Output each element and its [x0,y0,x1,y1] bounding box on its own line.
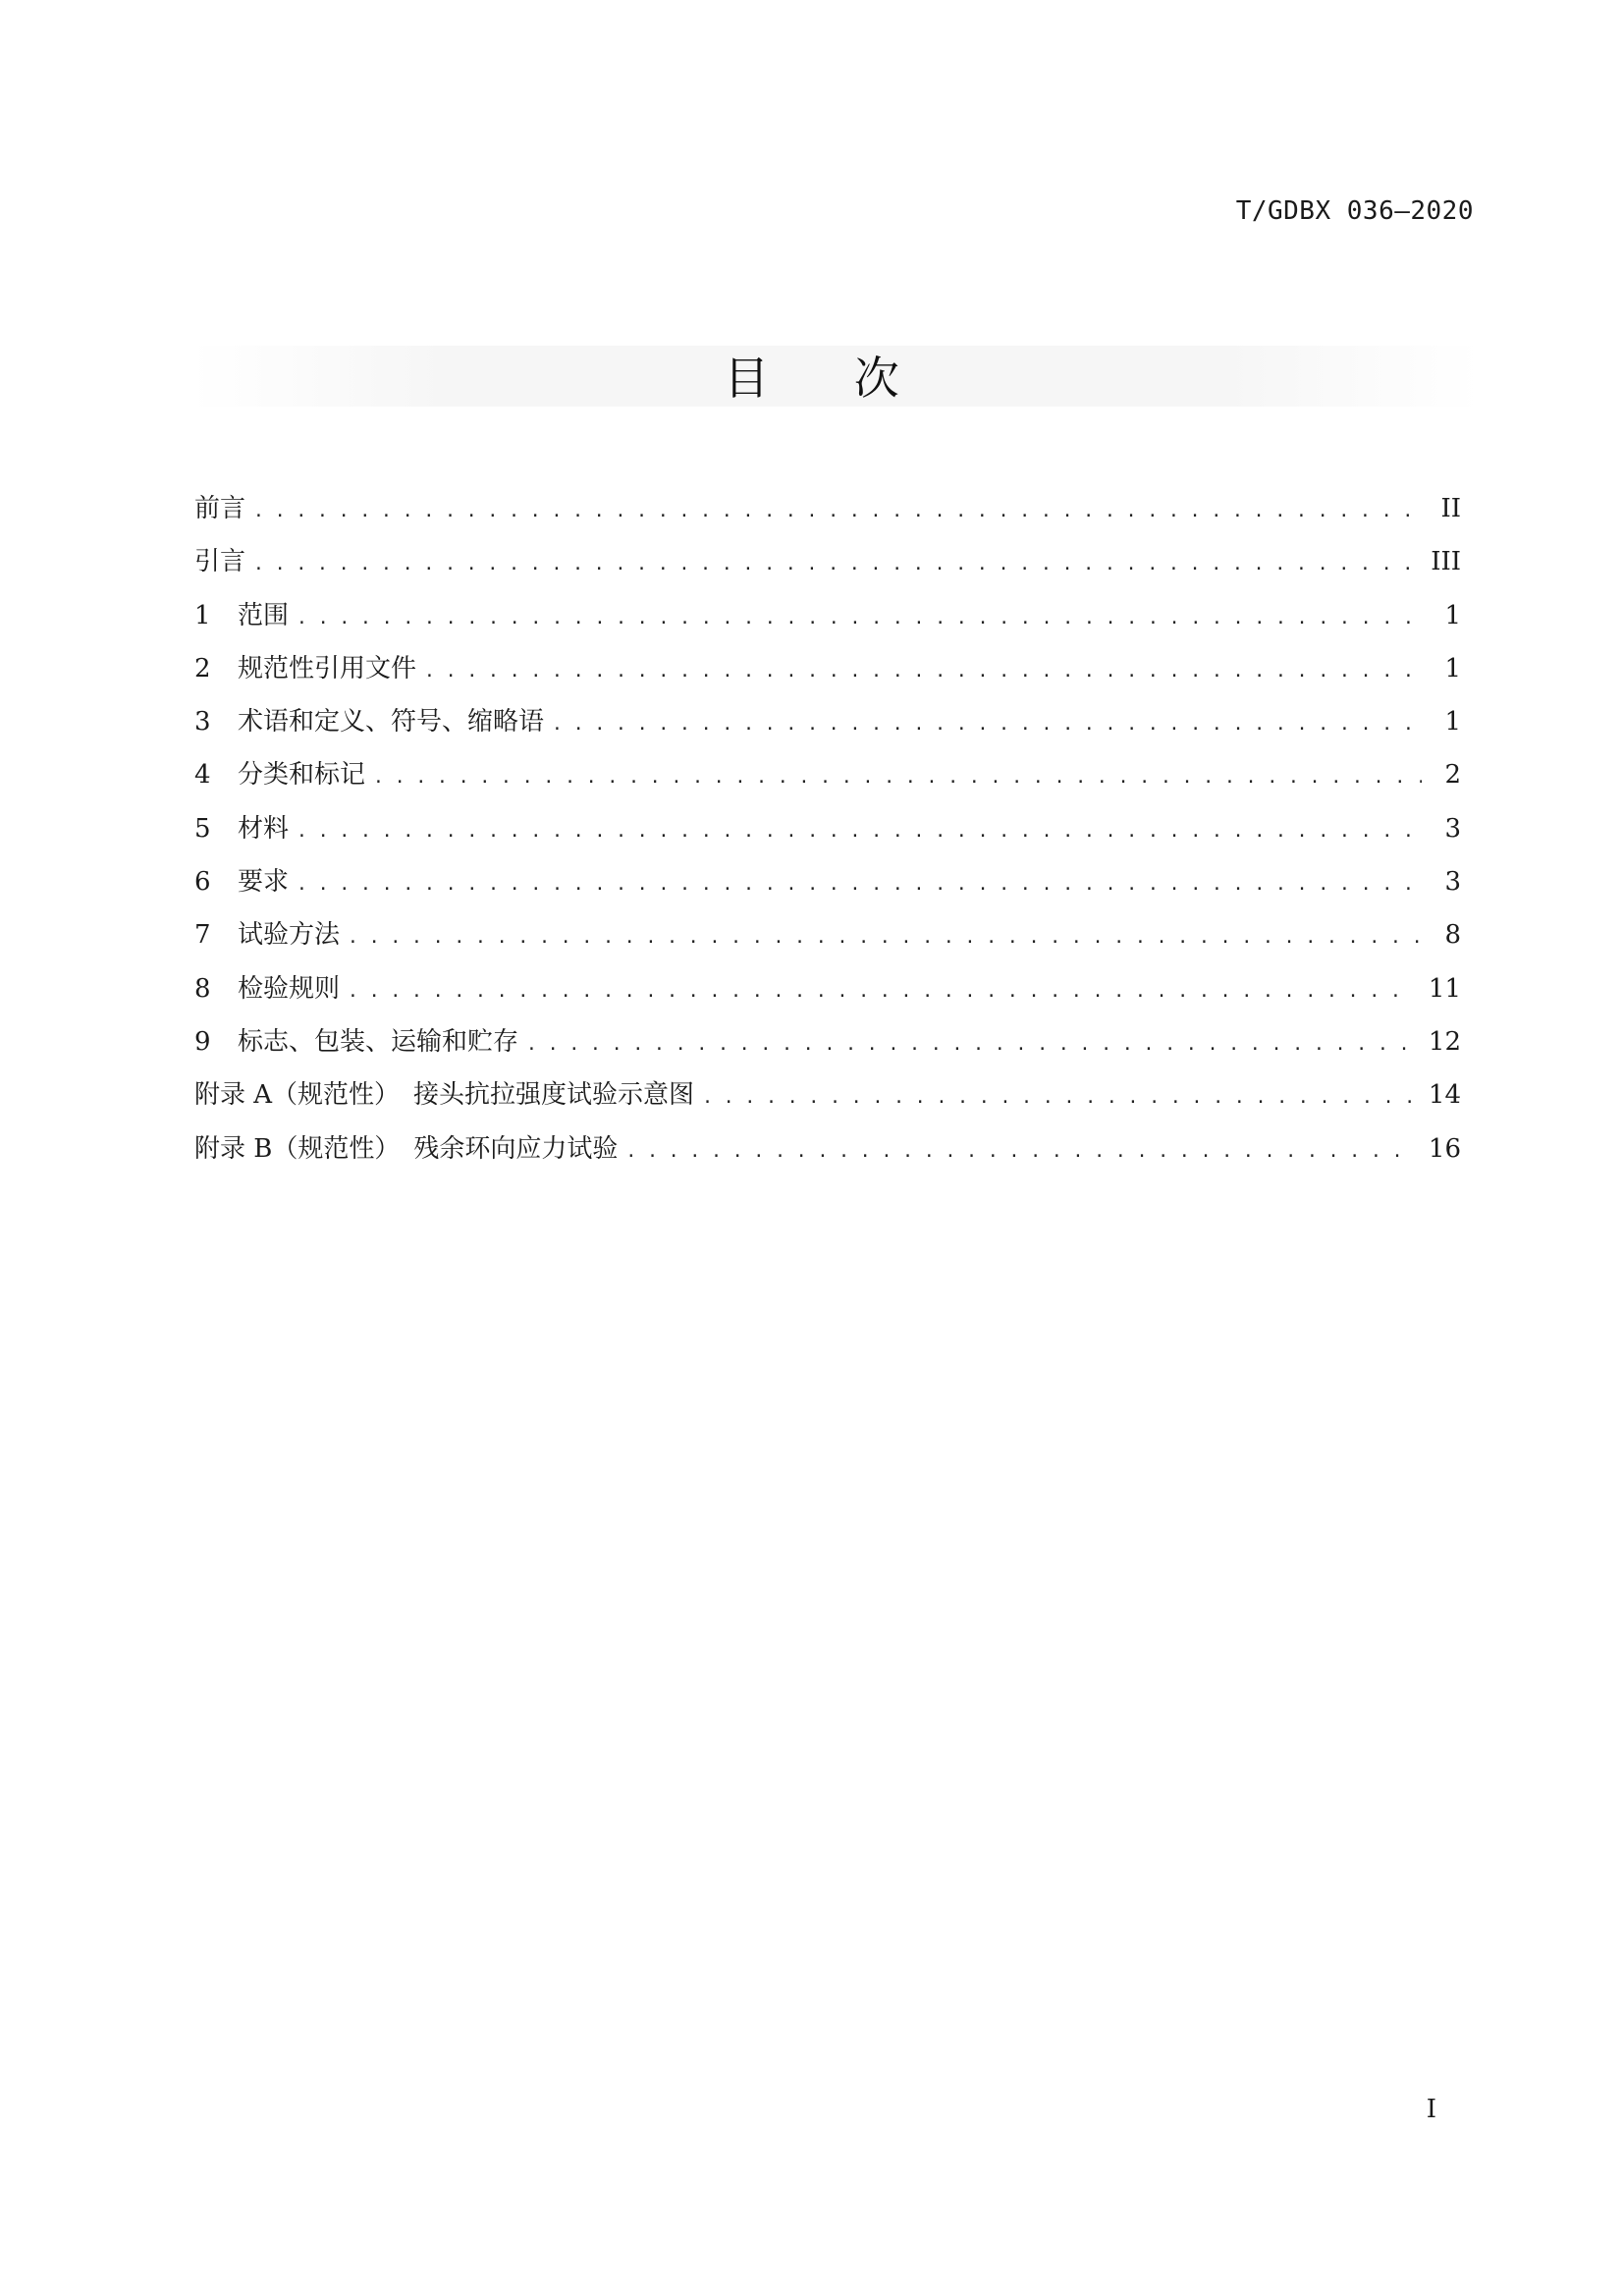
toc-entry-page: II [1440,494,1461,523]
toc-entry-number: 9 [194,1026,211,1057]
toc-entry-7[interactable] [194,908,1461,961]
toc-entry-page: 2 [1444,760,1461,791]
toc-entry-page: 12 [1428,1026,1461,1057]
toc-entry-label: 材料 [238,813,290,844]
toc-entry-page: 3 [1444,813,1461,844]
toc-leader-dots [348,965,1415,1018]
toc-leader-dots [348,911,1422,964]
toc-leader-dots [702,1071,1415,1124]
toc-leader-dots [373,751,1422,804]
toc-leader-dots [253,485,1422,538]
toc-entry-number: 3 [194,707,211,738]
toc-entry-page: 1 [1444,707,1461,738]
toc-annex-label: 附录 B（规范性） [194,1133,401,1164]
toc-entry-page: 16 [1428,1133,1461,1164]
toc-entry-number: 5 [194,813,211,844]
toc-entry-page: 3 [1444,867,1461,898]
toc-leader-dots [253,538,1417,591]
toc-entry-label: 标志、包装、运输和贮存 [238,1026,519,1057]
toc-entry-label: 要求 [238,867,290,898]
toc-leader-dots [297,592,1422,645]
toc-leader-dots [526,1018,1415,1071]
toc-entry-1[interactable] [194,589,1461,642]
toc-leader-dots [625,1125,1415,1178]
toc-entry-4[interactable] [194,748,1461,801]
toc-entry-label: 引言 [194,547,246,577]
toc-entry-page: III [1431,547,1461,577]
toc-entry-annex-b[interactable] [194,1122,1461,1175]
toc-entry-page: 14 [1428,1080,1461,1111]
toc-entry-label: 术语和定义、符号、缩略语 [238,707,545,738]
toc-leader-dots [297,805,1422,858]
toc-entry-label: 分类和标记 [238,760,366,791]
toc-entry-page: 1 [1444,653,1461,683]
toc-annex-title: 接头抗拉强度试验示意图 [413,1080,695,1111]
toc-entry-label: 检验规则 [238,973,341,1004]
table-of-contents [194,482,1461,1175]
toc-entry-5[interactable] [194,802,1461,855]
toc-entry-number: 1 [194,600,211,630]
document-code: T/GDBX 036—2020 [1235,196,1474,226]
toc-entry-annex-a[interactable] [194,1068,1461,1121]
toc-entry-label: 规范性引用文件 [238,653,417,683]
toc-annex-title: 残余环向应力试验 [413,1133,619,1164]
toc-leader-dots [552,698,1422,751]
toc-entry-introduction[interactable] [194,535,1461,588]
toc-leader-dots [297,858,1422,911]
toc-entry-label: 试验方法 [238,920,341,951]
toc-entry-number: 6 [194,867,211,898]
toc-entry-2[interactable] [194,642,1461,695]
page-number: I [1426,2095,1436,2124]
toc-entry-foreword[interactable] [194,482,1461,535]
toc-entry-8[interactable] [194,962,1461,1015]
toc-entry-number: 4 [194,760,211,791]
toc-entry-3[interactable] [194,695,1461,748]
toc-annex-label: 附录 A（规范性） [194,1080,401,1111]
toc-entry-number: 7 [194,920,211,951]
toc-entry-number: 2 [194,653,211,683]
toc-entry-page: 8 [1444,920,1461,951]
toc-entry-6[interactable] [194,855,1461,908]
toc-entry-number: 8 [194,973,211,1004]
toc-entry-page: 11 [1428,973,1461,1004]
page-title: 目 次 [724,352,935,405]
toc-leader-dots [424,645,1422,698]
toc-entry-page: 1 [1444,600,1461,630]
toc-entry-label: 前言 [194,494,246,523]
toc-entry-label: 范围 [238,600,290,630]
toc-entry-9[interactable] [194,1015,1461,1068]
